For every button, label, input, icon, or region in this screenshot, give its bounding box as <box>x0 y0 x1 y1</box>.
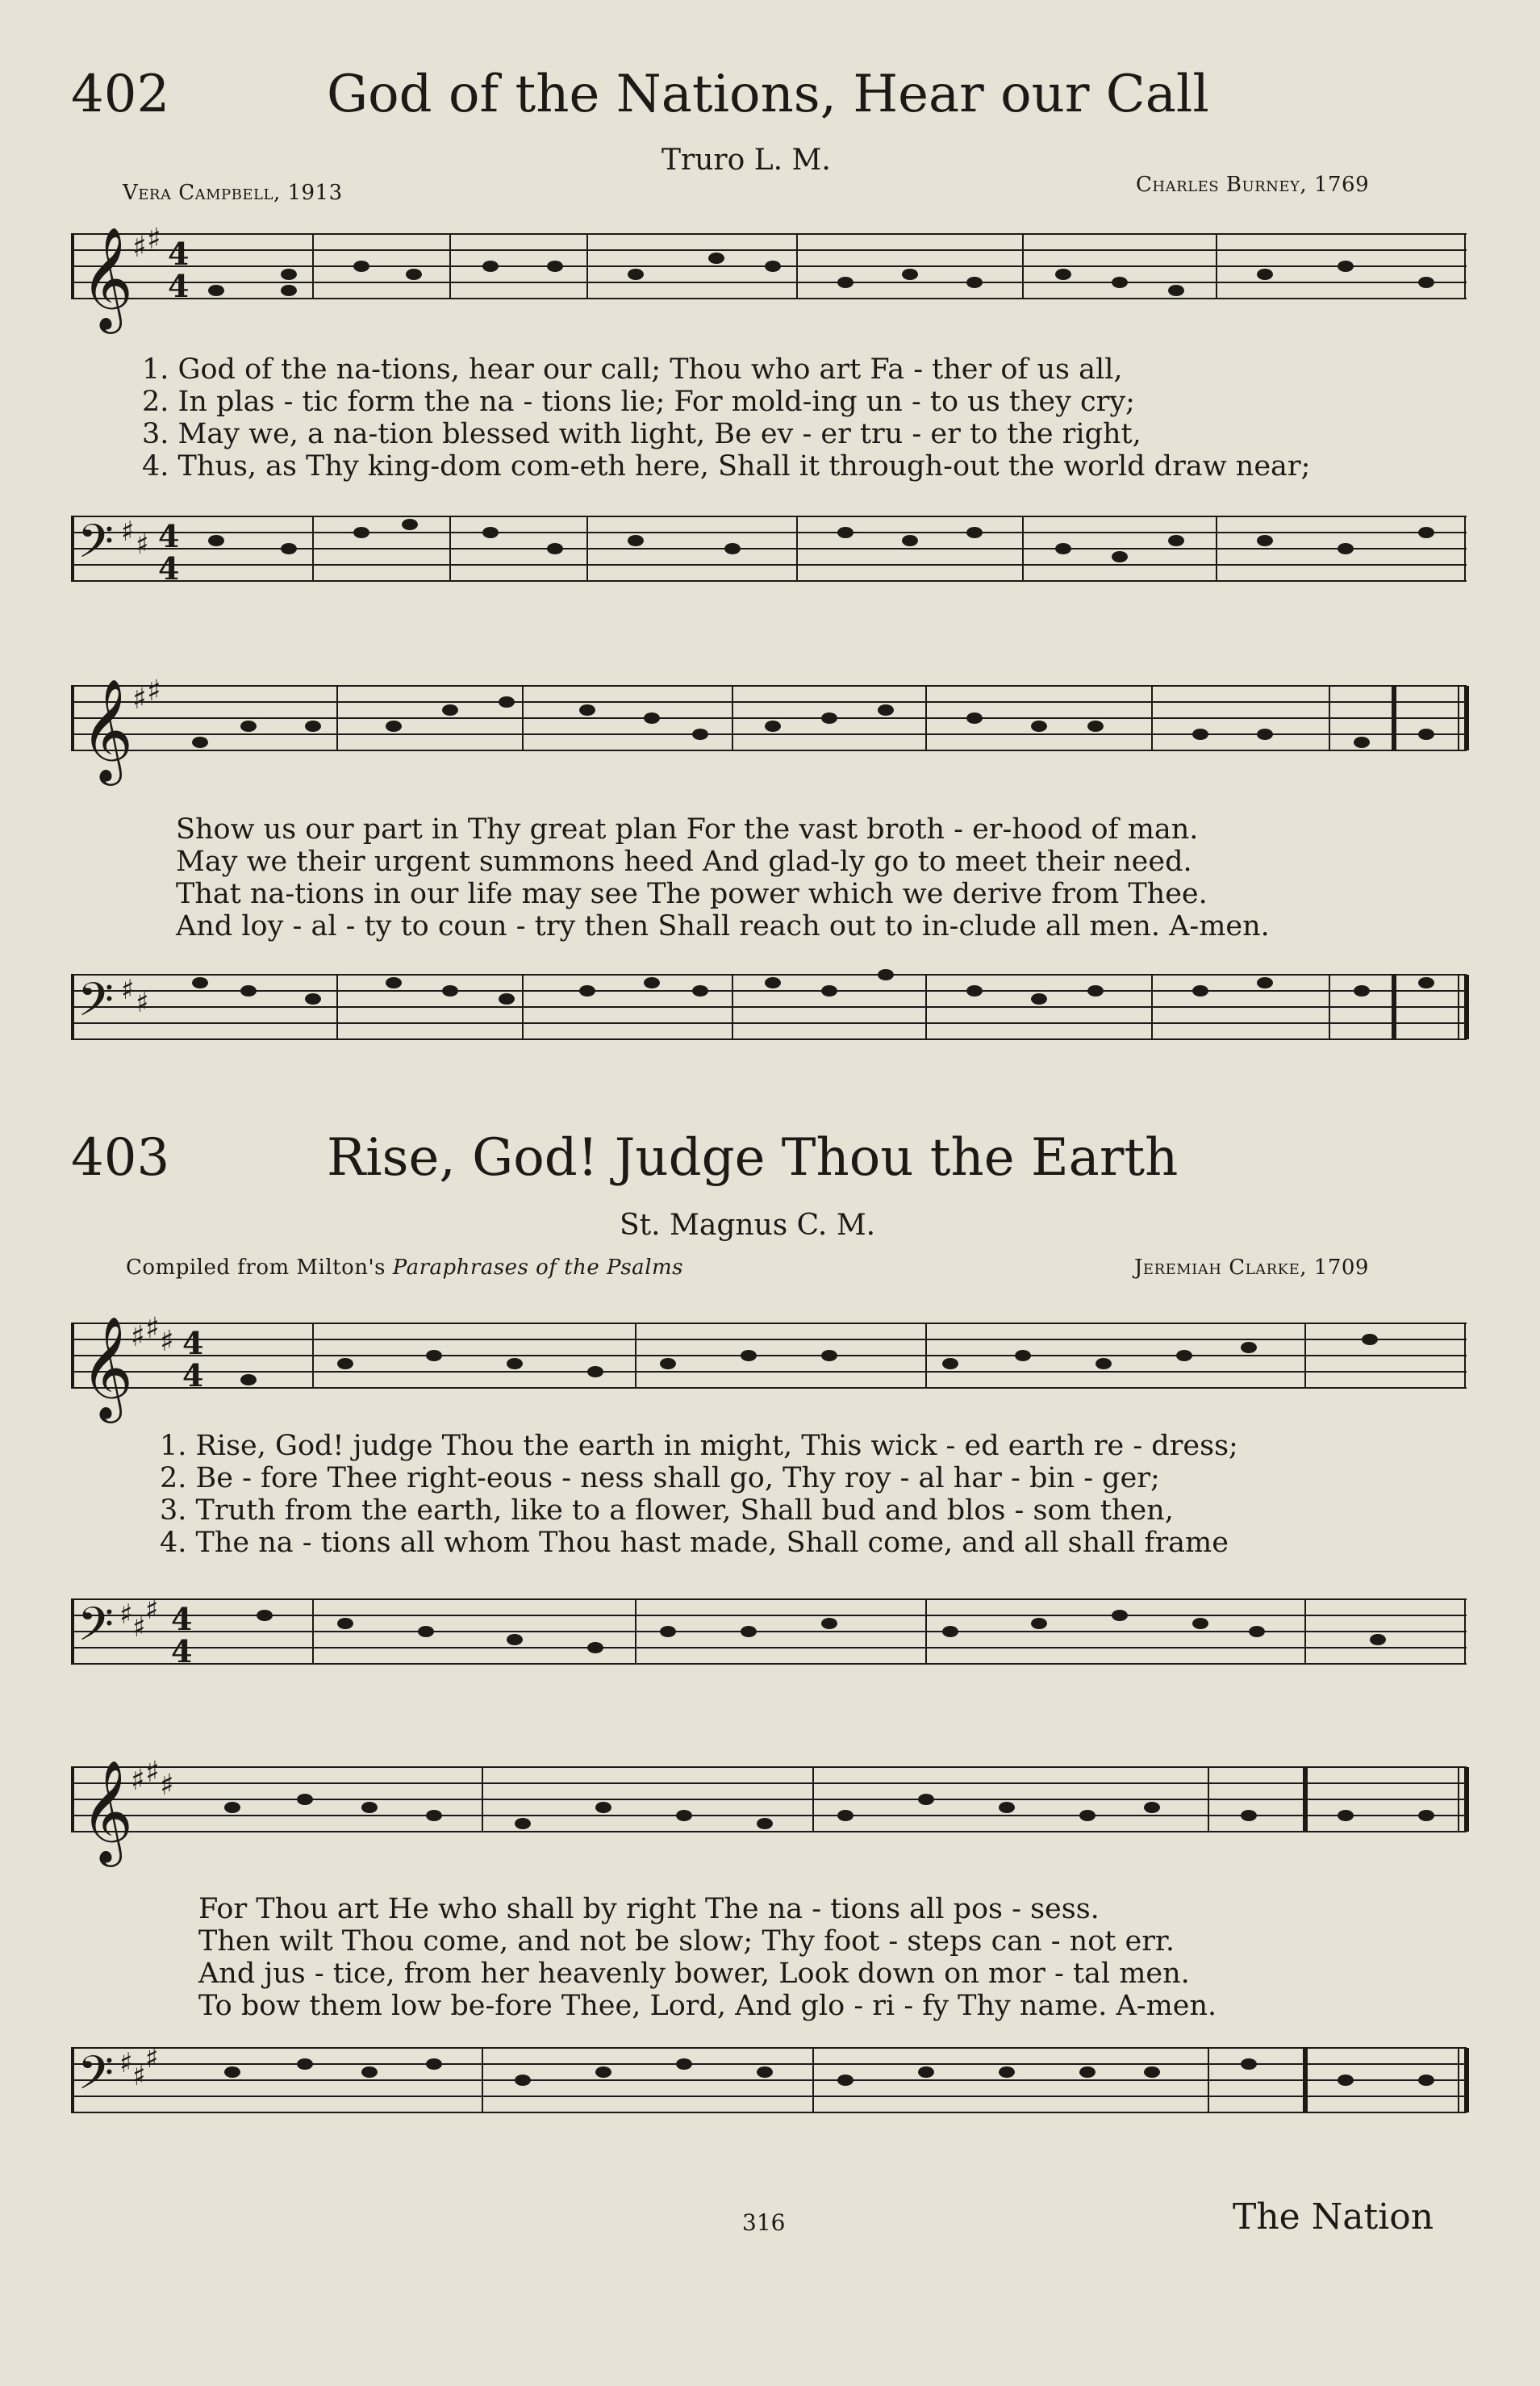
svg-text:4: 4 <box>168 268 190 304</box>
svg-text:𝄢: 𝄢 <box>77 972 115 1038</box>
svg-text:♯: ♯ <box>119 1598 133 1631</box>
lyric-line: And jus - tice, from her heavenly bower, Look down on mor - tal men. <box>198 1958 1190 1990</box>
svg-text:♯: ♯ <box>131 1320 145 1353</box>
svg-text:♯: ♯ <box>136 987 149 1019</box>
svg-text:♯: ♯ <box>132 683 147 716</box>
svg-text:♯: ♯ <box>145 2042 159 2075</box>
svg-text:𝄞: 𝄞 <box>81 1759 134 1862</box>
hymn-403-title: Rise, God! Judge Thou the Earth <box>327 1128 1179 1188</box>
lyric-line: 2. In plas - tic form the na - tions lie; For mold-ing un - to us they cry; <box>142 386 1135 418</box>
hymn-403-tune: St. Magnus C. M. <box>620 1209 876 1242</box>
words-credit-prefix: Compiled from Milton's <box>126 1256 393 1280</box>
hymn-402-number: 402 <box>71 65 170 124</box>
hymn-403-bass-staff-2 <box>71 2032 1471 2153</box>
svg-text:4: 4 <box>168 236 190 272</box>
svg-text:4: 4 <box>182 1357 204 1394</box>
svg-text:♯: ♯ <box>131 1764 145 1797</box>
lyric-line: 1. God of the na-tions, hear our call; Thou who art Fa - ther of us all, <box>142 353 1123 386</box>
svg-text:𝄞: 𝄞 <box>81 226 134 329</box>
hymn-403-bass-staff-1 <box>71 1583 1471 1704</box>
svg-text:♯: ♯ <box>132 1611 146 1644</box>
svg-text:4: 4 <box>182 1325 204 1361</box>
words-credit-title: Paraphrases of the Psalms <box>392 1256 683 1280</box>
svg-text:♯: ♯ <box>132 2060 146 2092</box>
hymn-403-treble-staff-1 <box>71 1307 1471 1428</box>
hymn-402-music-credit: Charles Burney, 1769 <box>1136 173 1370 197</box>
svg-text:♯: ♯ <box>121 516 135 548</box>
svg-text:𝄞: 𝄞 <box>81 1315 134 1419</box>
hymn-402-words-credit: Vera Campbell, 1913 <box>123 181 343 205</box>
svg-text:4: 4 <box>171 1601 193 1637</box>
svg-text:4: 4 <box>171 1633 193 1669</box>
hymn-402-treble-staff-2 <box>71 670 1471 791</box>
svg-text:♯: ♯ <box>145 1756 160 1789</box>
section-title: The Nation <box>1233 2196 1434 2238</box>
lyric-line: For Thou art He who shall by right The na - tions all pos - sess. <box>198 1893 1100 1925</box>
lyric-line: 3. Truth from the earth, like to a flower, Shall bud and blos - som then, <box>160 1494 1174 1527</box>
svg-text:♯: ♯ <box>145 1312 160 1345</box>
hymn-402-lyrics-upper <box>142 353 1310 483</box>
hymn-403-treble-staff-2 <box>71 1751 1471 1872</box>
svg-text:𝄢: 𝄢 <box>77 514 115 580</box>
lyric-line: And loy - al - ty to coun - try then Shall reach out to in-clude all men. A-men. <box>176 910 1270 942</box>
svg-text:♯: ♯ <box>136 529 149 561</box>
svg-text:♯: ♯ <box>147 223 161 256</box>
lyric-line: That na-tions in our life may see The power which we derive from Thee. <box>176 878 1208 910</box>
svg-text:♯: ♯ <box>145 1594 159 1626</box>
hymn-402-treble-staff-1 <box>71 218 1471 339</box>
svg-text:♯: ♯ <box>160 1325 174 1358</box>
lyric-line: Then wilt Thou come, and not be slow; Thy foot - steps can - not err. <box>198 1925 1175 1958</box>
svg-text:4: 4 <box>158 550 180 587</box>
page-number: 316 <box>742 2209 786 2236</box>
hymn-403-number: 403 <box>71 1128 170 1188</box>
hymn-403-music-credit: Jeremiah Clarke, 1709 <box>1134 1256 1369 1280</box>
hymn-402-tune: Truro L. M. <box>661 144 831 177</box>
lyric-line: Show us our part in Thy great plan For the vast broth - er-hood of man. <box>176 813 1199 846</box>
svg-text:♯: ♯ <box>119 2047 133 2079</box>
svg-text:𝄢: 𝄢 <box>77 1597 115 1663</box>
lyric-line: 1. Rise, God! judge Thou the earth in might, This wick - ed earth re - dress; <box>160 1430 1238 1462</box>
lyric-line: To bow them low be-fore Thee, Lord, And glo - ri - fy Thy name. A-men. <box>198 1990 1217 2022</box>
svg-text:𝄢: 𝄢 <box>77 2045 115 2112</box>
hymn-402-bass-staff-2 <box>71 959 1471 1080</box>
lyric-line: May we their urgent summons heed And glad-ly go to meet their need. <box>176 846 1192 878</box>
hymn-403-lyrics-upper <box>160 1430 1238 1559</box>
svg-text:𝄞: 𝄞 <box>81 678 134 781</box>
svg-text:4: 4 <box>158 518 180 554</box>
hymn-403-words-credit <box>126 1256 683 1280</box>
hymn-402-bass-staff-1 <box>71 500 1471 621</box>
lyric-line: 4. The na - tions all whom Thou hast made, Shall come, and all shall frame <box>160 1527 1229 1559</box>
svg-text:♯: ♯ <box>121 974 135 1006</box>
hymn-403-lyrics-lower <box>198 1893 1217 2022</box>
svg-text:♯: ♯ <box>147 675 161 708</box>
lyric-line: 4. Thus, as Thy king-dom com-eth here, Shall it through-out the world draw near; <box>142 450 1311 483</box>
svg-text:♯: ♯ <box>132 231 147 264</box>
hymn-402-lyrics-lower <box>176 813 1270 942</box>
lyric-line: 2. Be - fore Thee right-eous - ness shall go, Thy roy - al har - bin - ger; <box>160 1462 1160 1494</box>
svg-text:♯: ♯ <box>160 1769 174 1802</box>
hymn-402-title: God of the Nations, Hear our Call <box>327 65 1209 124</box>
lyric-line: 3. May we, a na-tion blessed with light, Be ev - er tru - er to the right, <box>142 418 1141 450</box>
